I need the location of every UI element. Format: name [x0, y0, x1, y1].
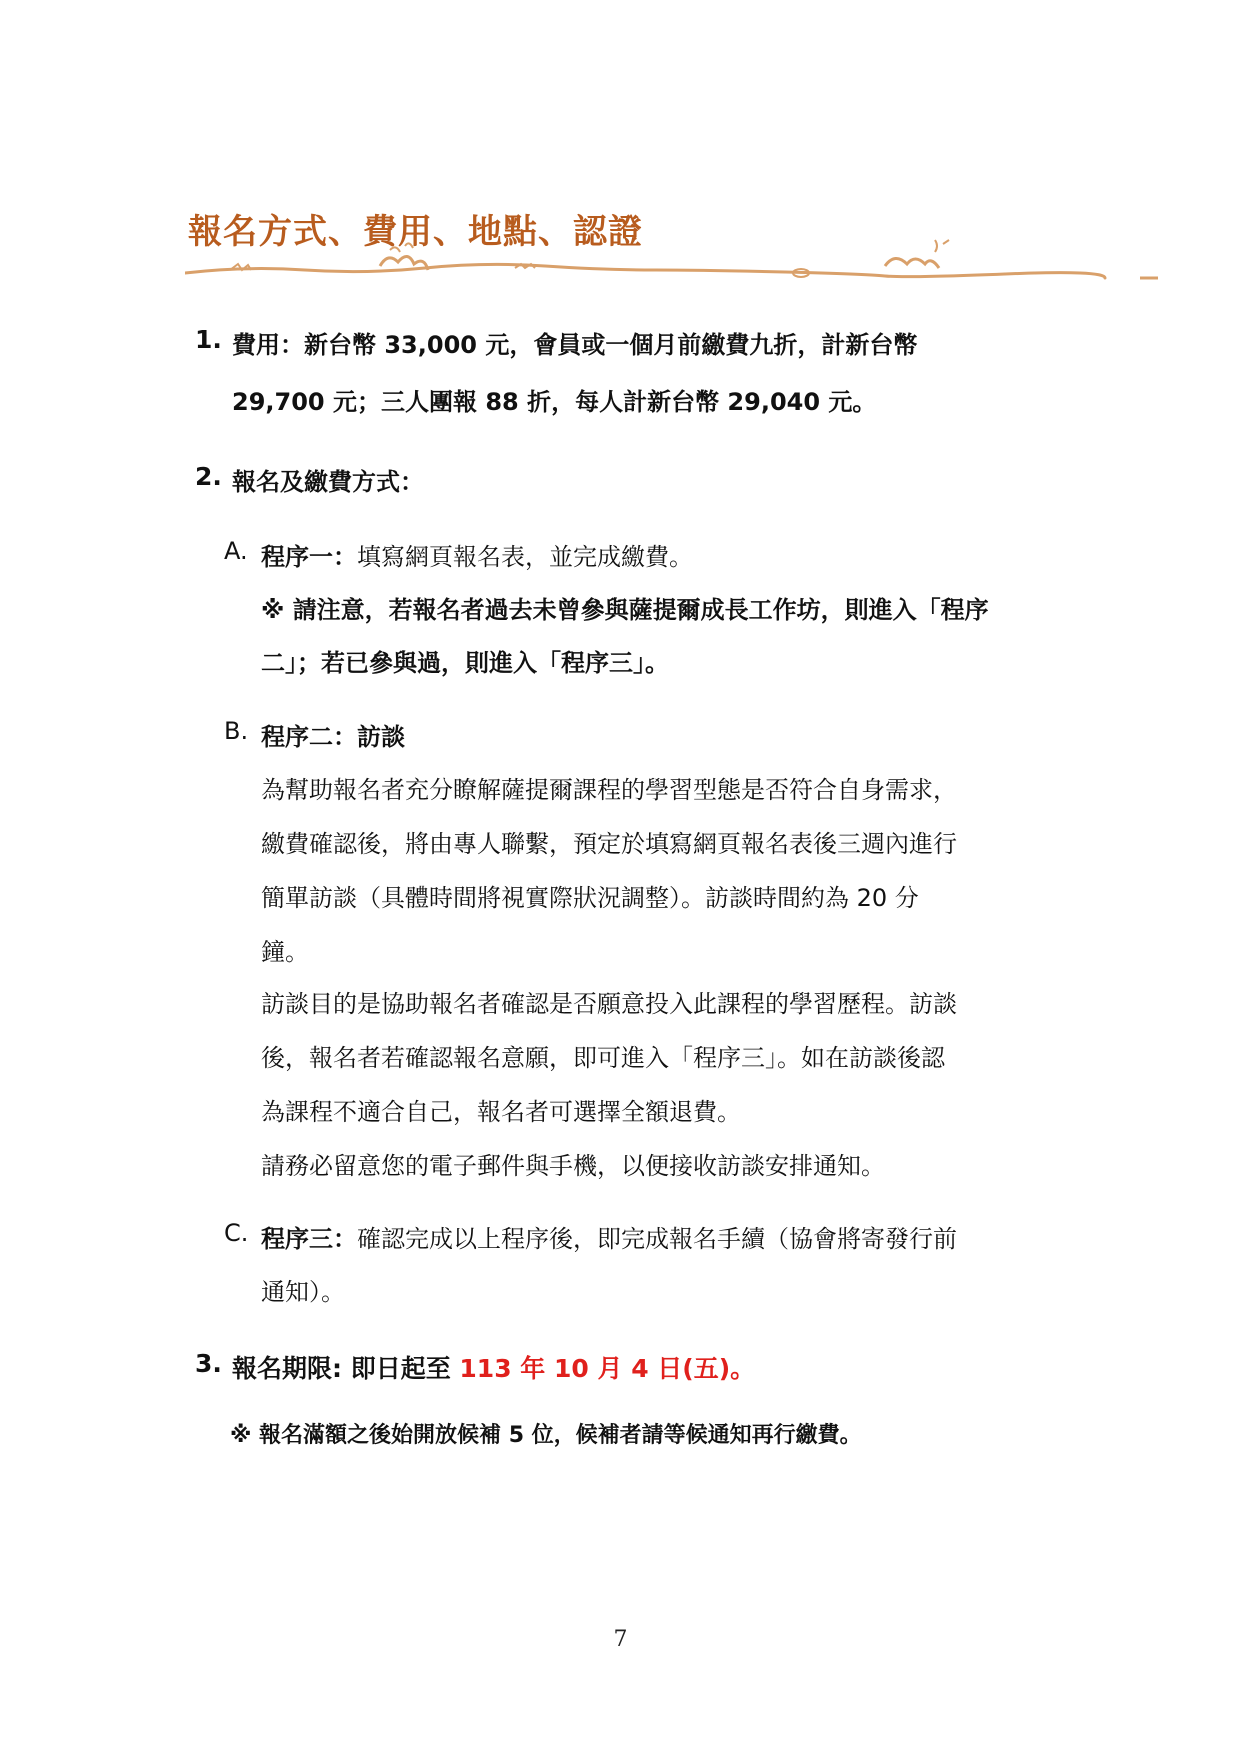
deadline-label: 報名期限: 即日起至: [232, 1354, 460, 1383]
step-b-line: 繳費確認後，將由專人聯繫，預定於填寫網頁報名表後三週內進行: [261, 830, 957, 858]
fee-line-2: 29,700 元；三人團報 88 折，每人計新台幣 29,040 元。: [232, 388, 877, 416]
step-b-label: 程序二：訪談: [261, 723, 405, 751]
step-c-text: 確認完成以上程序後，即完成報名手續（協會將寄發行前: [357, 1225, 957, 1253]
step-a-line: [261, 537, 693, 572]
fee-text: 新台幣 33,000 元，會員或一個月前繳費九折，計新台幣: [304, 331, 918, 359]
item-3-number: 3.: [195, 1349, 222, 1378]
step-b-line: 為課程不適合自己，報名者可選擇全額退費。: [261, 1098, 741, 1126]
fee-line-1: [232, 325, 917, 360]
registration-method-heading: 報名及繳費方式：: [232, 468, 424, 496]
step-c-label: 程序三：: [261, 1225, 357, 1253]
step-c-line-2: 通知）。: [261, 1278, 345, 1306]
decorative-vine-divider: [185, 236, 1175, 286]
item-1-number: 1.: [195, 325, 222, 354]
step-a-note-line-2: 二」；若已參與過，則進入「程序三」。: [261, 649, 669, 677]
item-2-number: 2.: [195, 462, 222, 491]
step-c-marker: C.: [224, 1219, 249, 1247]
step-a-note-line-1: ※ 請注意，若報名者過去未曾參與薩提爾成長工作坊，則進入「程序: [261, 596, 989, 624]
fee-label: 費用：: [232, 331, 304, 359]
step-b-line: 簡單訪談（具體時間將視實際狀況調整）。訪談時間約為 20 分: [261, 884, 919, 912]
step-b-marker: B.: [224, 717, 249, 745]
step-c-line: [261, 1219, 957, 1254]
section-title: 報名方式、費用、地點、認證: [188, 212, 643, 252]
step-b-line: 後，報名者若確認報名意願，即可進入「程序三」。如在訪談後認: [261, 1044, 945, 1072]
deadline-line: [232, 1349, 755, 1385]
page-number: 7: [613, 1627, 628, 1652]
step-b-line: 為幫助報名者充分瞭解薩提爾課程的學習型態是否符合自身需求，: [261, 776, 957, 804]
step-b-line: 訪談目的是協助報名者確認是否願意投入此課程的學習歷程。訪談: [261, 990, 957, 1018]
step-b-line: 請務必留意您的電子郵件與手機，以便接收訪談安排通知。: [261, 1152, 885, 1180]
deadline-date: 113 年 10 月 4 日(五)。: [459, 1354, 756, 1383]
waitlist-note: ※ 報名滿額之後始開放候補 5 位，候補者請等候通知再行繳費。: [230, 1423, 862, 1448]
step-a-marker: A.: [224, 537, 248, 565]
step-a-label: 程序一：: [261, 543, 357, 571]
step-a-text: 填寫網頁報名表，並完成繳費。: [357, 543, 693, 571]
step-b-line: 鐘。: [261, 938, 309, 966]
